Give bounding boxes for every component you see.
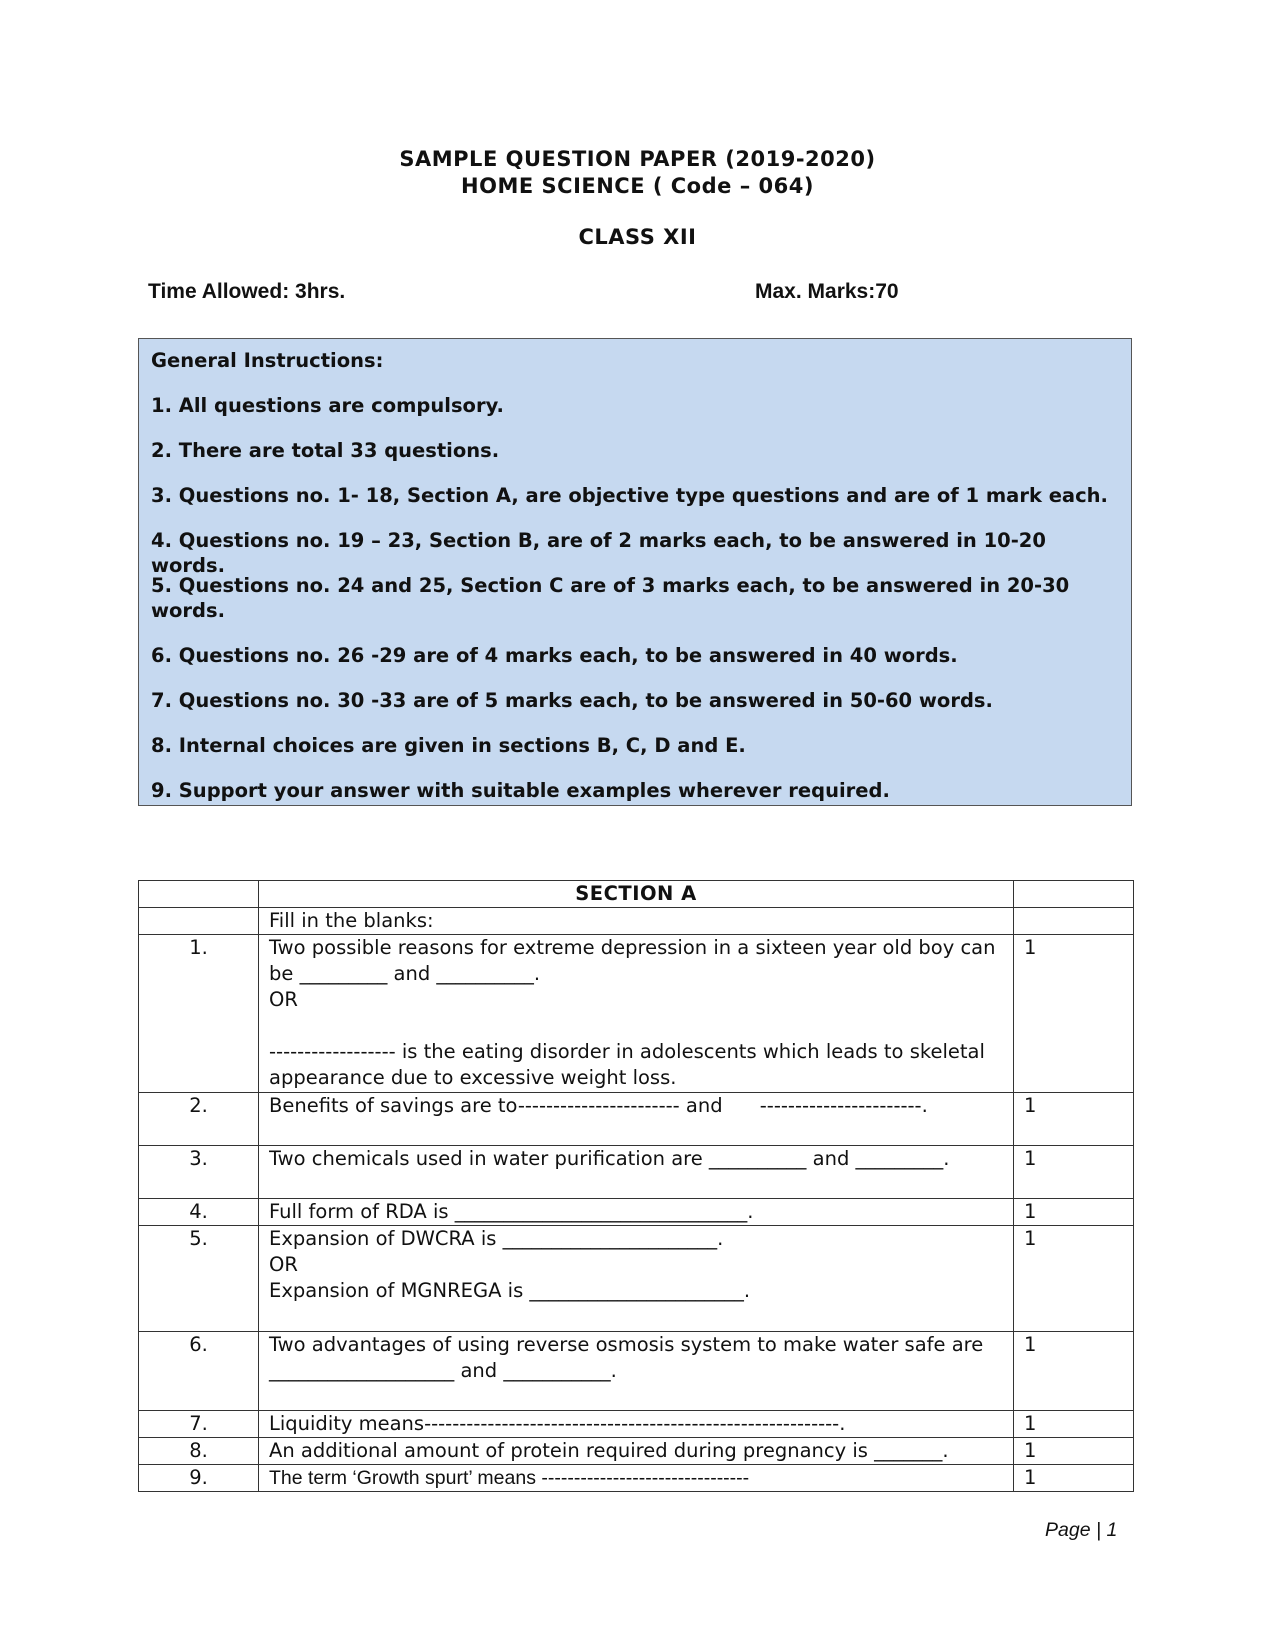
question-line: ------------------ is the eating disorder in adolescents which leads to skeletal appearance due to excessive weight loss. bbox=[269, 1040, 992, 1089]
question-row bbox=[139, 1093, 1134, 1146]
empty-cell bbox=[139, 881, 259, 908]
question-marks: 1 bbox=[1014, 1411, 1134, 1438]
section-header-row bbox=[139, 881, 1134, 908]
instruction-item: 7. Questions no. 30 -33 are of 5 marks each, to be answered in 50-60 words. bbox=[151, 689, 993, 712]
question-line bbox=[269, 1013, 1003, 1039]
question-number: 7. bbox=[139, 1411, 259, 1438]
max-marks: Max. Marks:70 bbox=[755, 280, 899, 303]
question-number: 9. bbox=[139, 1465, 259, 1492]
question-row bbox=[139, 1199, 1134, 1226]
question-row bbox=[139, 1146, 1134, 1199]
question-line: Expansion of MGNREGA is ______________________. bbox=[269, 1279, 751, 1302]
question-line: Benefits of savings are to----------------------- and -----------------------. bbox=[269, 1094, 928, 1117]
question-marks: 1 bbox=[1014, 1146, 1134, 1199]
question-marks: 1 bbox=[1014, 935, 1134, 1093]
question-text bbox=[259, 935, 1014, 1093]
question-number: 6. bbox=[139, 1332, 259, 1411]
empty-cell bbox=[139, 908, 259, 935]
page-number: Page | 1 bbox=[1045, 1519, 1118, 1541]
question-line: OR bbox=[269, 1253, 298, 1276]
instruction-item: 8. Internal choices are given in sections B, C, D and E. bbox=[151, 734, 746, 757]
question-text bbox=[259, 1332, 1014, 1411]
paper-subject: HOME SCIENCE ( Code – 064) bbox=[461, 174, 814, 198]
question-text bbox=[259, 1438, 1014, 1465]
question-text bbox=[259, 1146, 1014, 1199]
paper-class: CLASS XII bbox=[578, 225, 697, 249]
question-text bbox=[259, 1199, 1014, 1226]
instruction-item: 4. Questions no. 19 – 23, Section B, are of 2 marks each, to be answered in 10-20 words. bbox=[151, 529, 1046, 577]
question-number: 5. bbox=[139, 1226, 259, 1332]
question-line: Full form of RDA is ______________________________. bbox=[269, 1200, 754, 1223]
question-row bbox=[139, 1226, 1134, 1332]
question-row bbox=[139, 935, 1134, 1093]
question-marks: 1 bbox=[1014, 1093, 1134, 1146]
time-allowed: Time Allowed: 3hrs. bbox=[148, 280, 346, 303]
instruction-item: 6. Questions no. 26 -29 are of 4 marks each, to be answered in 40 words. bbox=[151, 644, 958, 667]
question-number: 2. bbox=[139, 1093, 259, 1146]
question-row bbox=[139, 1465, 1134, 1492]
question-line: OR bbox=[269, 988, 298, 1011]
section-subtitle: Fill in the blanks: bbox=[259, 908, 1014, 935]
question-row bbox=[139, 1438, 1134, 1465]
instructions-title: General Instructions: bbox=[151, 349, 384, 372]
question-number: 1. bbox=[139, 935, 259, 1093]
question-number: 4. bbox=[139, 1199, 259, 1226]
question-text bbox=[259, 1411, 1014, 1438]
question-marks: 1 bbox=[1014, 1438, 1134, 1465]
paper-title: SAMPLE QUESTION PAPER (2019-2020) bbox=[399, 147, 876, 171]
question-line: Two possible reasons for extreme depression in a sixteen year old boy can be _________ and __________. bbox=[269, 936, 1002, 985]
question-text bbox=[259, 1093, 1014, 1146]
question-marks: 1 bbox=[1014, 1465, 1134, 1492]
empty-cell bbox=[1014, 908, 1134, 935]
question-row bbox=[139, 1332, 1134, 1411]
question-number: 3. bbox=[139, 1146, 259, 1199]
instruction-item: 2. There are total 33 questions. bbox=[151, 439, 500, 462]
general-instructions-box bbox=[138, 338, 1132, 806]
question-line: Expansion of DWCRA is ______________________. bbox=[269, 1227, 724, 1250]
question-number: 8. bbox=[139, 1438, 259, 1465]
instruction-item: 1. All questions are compulsory. bbox=[151, 394, 504, 417]
question-marks: 1 bbox=[1014, 1332, 1134, 1411]
question-line: An additional amount of protein required during pregnancy is _______. bbox=[269, 1439, 949, 1462]
instruction-item: 9. Support your answer with suitable examples wherever required. bbox=[151, 779, 890, 802]
section-a-table bbox=[138, 880, 1134, 1492]
question-line: Two chemicals used in water purification are __________ and _________. bbox=[269, 1147, 950, 1170]
question-row bbox=[139, 1411, 1134, 1438]
question-marks: 1 bbox=[1014, 1226, 1134, 1332]
question-text bbox=[259, 1465, 1014, 1492]
instruction-item: 5. Questions no. 24 and 25, Section C are of 3 marks each, to be answered in 20-30 words. bbox=[151, 574, 1070, 622]
empty-cell bbox=[1014, 881, 1134, 908]
question-line: Liquidity means-----------------------------------------------------------. bbox=[269, 1412, 846, 1435]
question-marks: 1 bbox=[1014, 1199, 1134, 1226]
question-line: Two advantages of using reverse osmosis system to make water safe are ___________________ and ___________. bbox=[269, 1333, 990, 1382]
section-title: SECTION A bbox=[259, 881, 1014, 908]
instruction-item: 3. Questions no. 1- 18, Section A, are objective type questions and are of 1 mark each. bbox=[151, 484, 1108, 507]
section-subtitle-row bbox=[139, 908, 1134, 935]
question-text bbox=[259, 1226, 1014, 1332]
question-line: The term ‘Growth spurt’ means -------------------------------- bbox=[269, 1467, 750, 1489]
